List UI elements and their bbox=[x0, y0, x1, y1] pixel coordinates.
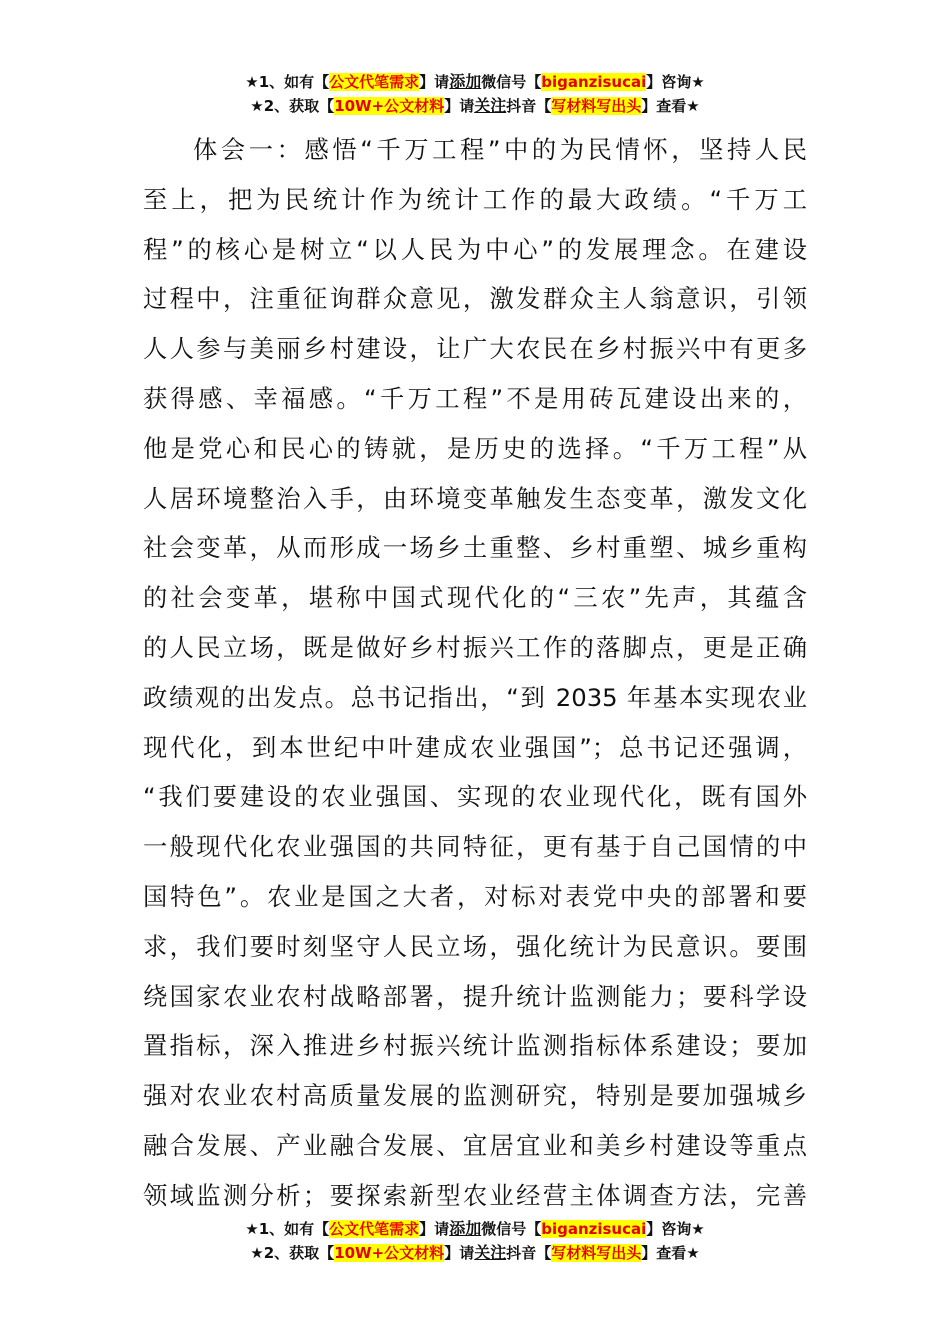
body-line: 过程中，注重征询群众意见，激发群众主人翁意识，引领 bbox=[143, 284, 807, 314]
body-line: 绕国家农业农村战略部署，提升统计监测能力；要科学设 bbox=[143, 981, 807, 1011]
highlight-materials: 10W+公文材料 bbox=[334, 97, 445, 115]
notice-underlined-word: 添加 bbox=[449, 1219, 482, 1238]
notice-underlined-word: 关注 bbox=[474, 1243, 507, 1262]
notice-suffix: 】查看★ bbox=[641, 1244, 700, 1262]
body-line: 获得感、幸福感。“千万工程”不是用砖瓦建设出来的， bbox=[143, 383, 807, 413]
notice-underlined-word: 关注 bbox=[474, 96, 507, 115]
notice-text: 抖音【 bbox=[506, 1244, 552, 1262]
header-notice-line-2 bbox=[0, 95, 950, 117]
body-line: 至上，把为民统计作为统计工作的最大政绩。“千万工 bbox=[143, 184, 807, 214]
notice-prefix: ★2、获取【 bbox=[250, 1244, 335, 1262]
notice-text: 微信号【 bbox=[481, 73, 542, 91]
notice-prefix: ★1、如有【 bbox=[245, 73, 330, 91]
body-line: 政绩观的出发点。总书记指出，“到 2035 年基本实现农业 bbox=[143, 682, 807, 712]
notice-text: 】请 bbox=[419, 73, 450, 91]
body-line: “我们要建设的农业强国、实现的农业现代化，既有国外 bbox=[143, 782, 807, 812]
notice-text: 】请 bbox=[419, 1220, 450, 1238]
body-line: 社会变革，从而形成一场乡土重整、乡村重塑、城乡重构 bbox=[143, 533, 807, 563]
body-line: 的社会变革，堪称中国式现代化的“三农”先声，其蕴含 bbox=[143, 583, 807, 613]
body-line: 国特色”。农业是国之大者，对标对表党中央的部署和要 bbox=[143, 881, 807, 911]
body-line: 一般现代化农业强国的共同特征，更有基于自己国情的中 bbox=[143, 832, 807, 862]
body-line: 人人参与美丽乡村建设，让广大农民在乡村振兴中有更多 bbox=[143, 334, 807, 364]
body-line: 领域监测分析；要探索新型农业经营主体调查方法，完善 bbox=[143, 1180, 807, 1210]
body-line: 求，我们要时刻坚守人民立场，强化统计为民意识。要围 bbox=[143, 931, 807, 961]
notice-suffix: 】咨询★ bbox=[646, 73, 705, 91]
body-line: 的人民立场，既是做好乡村振兴工作的落脚点，更是正确 bbox=[143, 632, 807, 662]
notice-prefix: ★2、获取【 bbox=[250, 97, 335, 115]
body-line: 他是党心和民心的铸就，是历史的选择。“千万工程”从 bbox=[143, 433, 807, 463]
highlight-wechat-id: biganzisucai bbox=[541, 1220, 647, 1238]
highlight-douyin-account: 写材料写出头 bbox=[551, 1244, 642, 1262]
header-notice-line-1 bbox=[0, 71, 950, 93]
notice-underlined-word: 添加 bbox=[449, 72, 482, 91]
notice-text: 】请 bbox=[444, 1244, 475, 1262]
body-line: 现代化，到本世纪中叶建成农业强国”；总书记还强调， bbox=[143, 732, 807, 762]
notice-suffix: 】查看★ bbox=[641, 97, 700, 115]
notice-prefix: ★1、如有【 bbox=[245, 1220, 330, 1238]
highlight-douyin-account: 写材料写出头 bbox=[551, 97, 642, 115]
highlight-service: 公文代笔需求 bbox=[329, 73, 420, 91]
body-line: 置指标，深入推进乡村振兴统计监测指标体系建设；要加 bbox=[143, 1031, 807, 1061]
highlight-wechat-id: biganzisucai bbox=[541, 73, 647, 91]
document-body bbox=[143, 125, 807, 1221]
highlight-materials: 10W+公文材料 bbox=[334, 1244, 445, 1262]
body-line: 程”的核心是树立“以人民为中心”的发展理念。在建设 bbox=[143, 234, 807, 264]
footer-notice-line-2 bbox=[0, 1242, 950, 1264]
notice-text: 微信号【 bbox=[481, 1220, 542, 1238]
body-line: 融合发展、产业融合发展、宜居宜业和美乡村建设等重点 bbox=[143, 1130, 807, 1160]
footer-notice-line-1 bbox=[0, 1218, 950, 1240]
notice-text: 】请 bbox=[444, 97, 475, 115]
body-line: 人居环境整治入手，由环境变革触发生态变革，激发文化 bbox=[143, 483, 807, 513]
body-line: 体会一：感悟“千万工程”中的为民情怀，坚持人民 bbox=[193, 135, 807, 164]
body-line: 强对农业农村高质量发展的监测研究，特别是要加强城乡 bbox=[143, 1081, 807, 1111]
notice-suffix: 】咨询★ bbox=[646, 1220, 705, 1238]
highlight-service: 公文代笔需求 bbox=[329, 1220, 420, 1238]
notice-text: 抖音【 bbox=[506, 97, 552, 115]
